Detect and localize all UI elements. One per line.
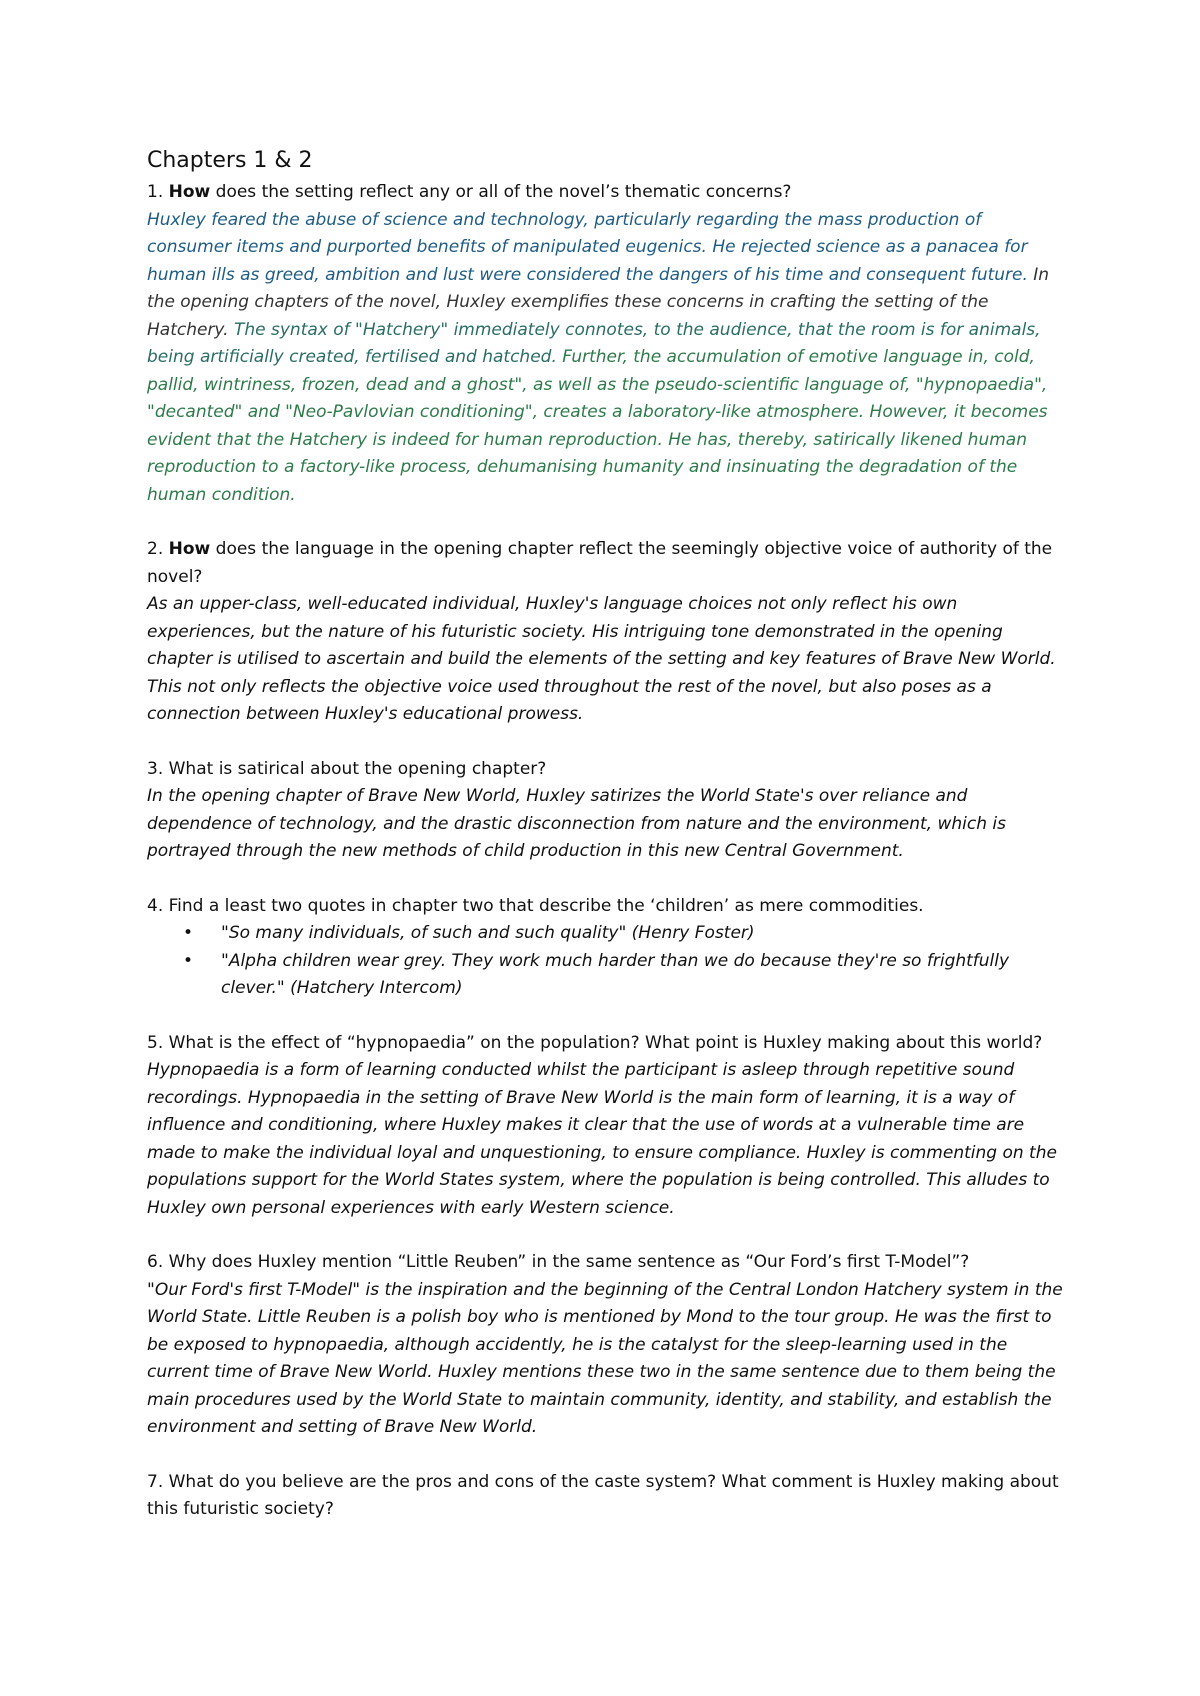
question-2-number: 2.	[147, 539, 169, 559]
answer-1-part-blue: Huxley feared the abuse of science and technology, particularly regarding the mass production of consumer items and purported benefits of manipulated eugenics. He rejected science as a panacea for human ills as greed, ambition and lust were considered the dangers of his time and consequent future.	[147, 209, 1034, 285]
answer-1	[147, 207, 1067, 510]
question-5: 5. What is the effect of “hypnopaedia” on the population? What point is Huxley making about this world?	[147, 1032, 1043, 1053]
page-title: Chapters 1 & 2	[147, 148, 313, 173]
question-1-number: 1.	[147, 182, 169, 202]
question-2-bold-word: How	[168, 539, 211, 559]
question-2-text: does the language in the opening chapter reflect the seemingly objective voice of authority of the novel?	[147, 539, 1053, 587]
answer-1-part-dark: In the opening chapters of the novel, Huxley exemplifies these concerns in crafting the setting of the Hatchery.	[147, 264, 1050, 340]
question-6: 6. Why does Huxley mention “Little Reuben” in the same sentence as “Our Ford’s first T-Model”?	[147, 1252, 970, 1272]
question-2	[147, 536, 1067, 591]
answer-5: Hypnopaedia is a form of learning conducted whilst the participant is asleep through repetitive sound recordings. Hypnopaedia in the setting of Brave New World is the main form of learning, it is a way of influence and conditioning, where Huxley makes it clear that the use of words at a vulnerable time are made to make the individual loyal and unquestioning, to ensure compliance. Huxley is commenting on the populations support for the World States system, where the population is being controlled. This alludes to Huxley own personal experiences with early Western science.	[147, 1060, 1057, 1218]
question-4: 4. Find a least two quotes in chapter two that describe the ‘children’ as mere commodities.	[147, 895, 924, 916]
quote-text: "So many individuals, of such and such quality" (Henry Foster)	[221, 923, 755, 943]
bullet-icon: •	[183, 950, 194, 971]
question-3: 3. What is satirical about the opening chapter?	[147, 758, 547, 779]
list-item	[147, 920, 1067, 948]
quote-text: "Alpha children wear grey. They work much harder than we do because they're so frightfully clever." (Hatchery Intercom)	[221, 950, 1010, 998]
answer-6: "Our Ford's first T-Model" is the inspiration and the beginning of the Central London Hatchery system in the World State. Little Reuben is a polish boy who is mentioned by Mond to the tour group. He was the first to be exposed to hypnopaedia, although accidently, he is the catalyst for the sleep-learning used in the current time of Brave New World. Huxley mentions these two in the same sentence due to them being the main procedures used by the World State to maintain community, identity, and stability, and establish the environment and setting of Brave New World.	[147, 1279, 1063, 1437]
bullet-icon: •	[183, 923, 194, 943]
answer-3: In the opening chapter of Brave New World, Huxley satirizes the World State's over reliance and dependence of technology, and the drastic disconnection from nature and the environment, which is portrayed through the new methods of child production in this new Central Government.	[147, 786, 1006, 861]
quote-list	[147, 920, 1067, 1003]
question-7: 7. What do you believe are the pros and cons of the caste system? What comment is Huxley making about this futuristic society?	[147, 1471, 1059, 1519]
answer-2: As an upper-class, well-educated individual, Huxley's language choices not only reflect his own experiences, but the nature of his futuristic society. His intriguing tone demonstrated in the opening chapter is utilised to ascertain and build the elements of the setting and key features of Brave New World. This not only reflects the objective voice used throughout the rest of the novel, but also poses as a connection between Huxley's educational prowess.	[147, 594, 1056, 724]
question-1	[147, 179, 1067, 207]
document-page	[147, 146, 1067, 1524]
question-1-bold-word: How	[168, 182, 211, 202]
answer-1-part-green: Further, the accumulation of emotive language in, cold, pallid, wintriness, frozen, dead and a ghost", as well as the pseudo-scientific language of, "hypnopaedia", "decanted" and "Neo-Pavlovian conditioning", creates a laboratory-like atmosphere. However, it becomes evident that the Hatchery is indeed for human reproduction. He has, thereby, satirically likened human reproduction to a factory-like process, dehumanising humanity and insinuating the degradation of the human condition.	[147, 347, 1048, 505]
answer-1-part-teal: The syntax of "Hatchery" immediately connotes, to the audience, that the room is for animals, being artificially created, fertilised and hatched.	[147, 319, 1041, 367]
list-item	[147, 948, 1067, 1003]
question-1-text: does the setting reflect any or all of the novel’s thematic concerns?	[210, 182, 792, 202]
